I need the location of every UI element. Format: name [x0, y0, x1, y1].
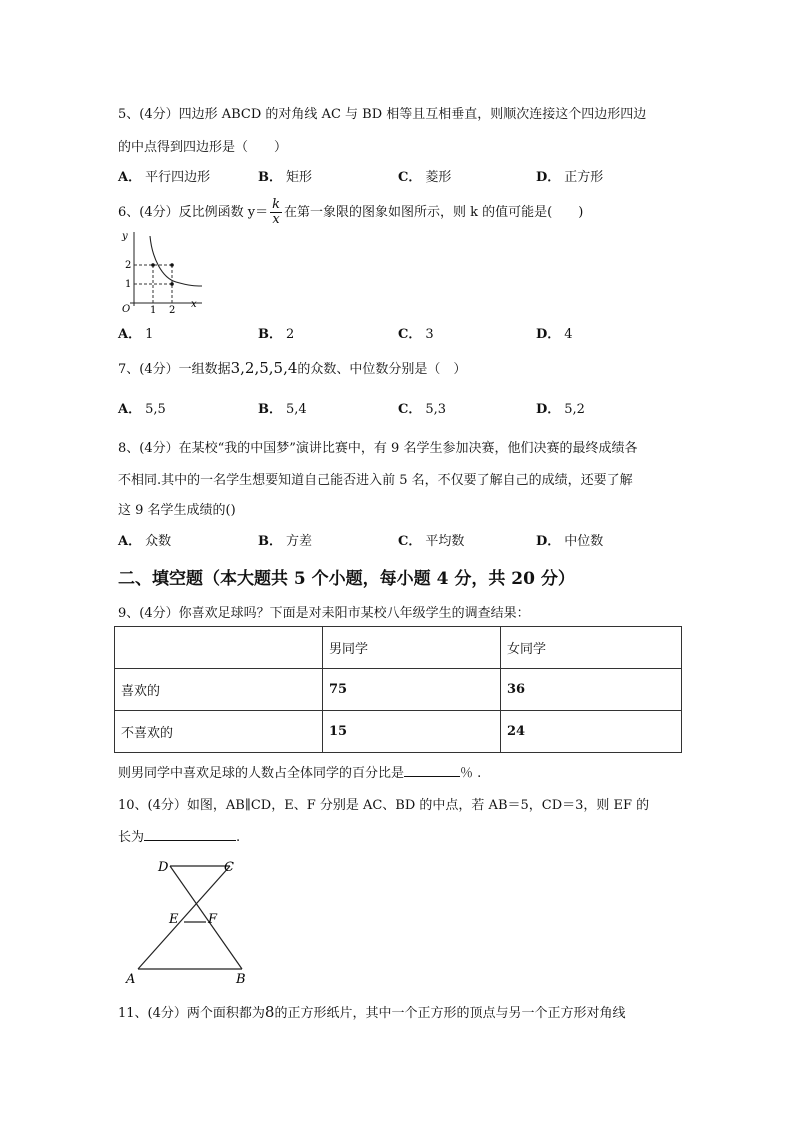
q5-line2: 的中点得到四边形是（ ） — [118, 140, 288, 155]
option-text: 平行四边形 — [145, 170, 211, 185]
q5-options — [118, 166, 678, 186]
option-key: A． — [118, 402, 142, 417]
q6-graph — [116, 228, 208, 314]
y-tick-1: 1 — [125, 279, 132, 290]
option-key: C． — [398, 534, 422, 549]
label-d: D — [158, 860, 169, 875]
option-text: 3 — [425, 327, 434, 342]
table-header-cell — [115, 627, 323, 669]
table-cell-girls: 36 — [501, 669, 682, 711]
x-axis-label: x — [191, 299, 197, 310]
q10-line1: 10、(4分）如图，AB∥CD，E、F 分别是 AC、BD 的中点，若 AB＝5，CD＝3，则 EF 的 — [118, 798, 650, 813]
fraction-denominator: x — [272, 212, 280, 227]
option-key: D． — [536, 327, 561, 342]
q10-line2 — [118, 826, 240, 845]
q8-option-b — [258, 530, 312, 549]
table-cell-boys: 15 — [323, 711, 501, 753]
option-key: B． — [258, 534, 282, 549]
option-key: B． — [258, 170, 282, 185]
option-key: C． — [398, 170, 422, 185]
point-2-1 — [170, 282, 174, 286]
q6-options — [118, 323, 678, 343]
q9-after — [118, 762, 481, 781]
fraction-numerator: k — [272, 197, 280, 212]
hyperbola-curve — [150, 236, 202, 286]
label-c: C — [224, 860, 234, 875]
option-key: B． — [258, 327, 282, 342]
option-key: D． — [536, 170, 561, 185]
q6-stem-pre: 6、(4分）反比例函数 y＝ — [118, 205, 269, 220]
q7-stem-pre: 7、(4分）一组数据 — [118, 362, 231, 377]
survey-table — [114, 626, 682, 753]
q7-option-c — [398, 398, 446, 417]
q10-line2-post: . — [236, 830, 241, 845]
q11-area-number: 8 — [264, 1003, 275, 1021]
option-text: 5,5 — [145, 402, 166, 417]
option-text: 众数 — [145, 534, 172, 549]
option-key: C． — [398, 327, 422, 342]
table-cell-label: 不喜欢的 — [115, 711, 323, 753]
option-key: D． — [536, 402, 561, 417]
point-2-2 — [170, 263, 174, 267]
q8-options — [118, 530, 678, 550]
option-text: 矩形 — [286, 170, 313, 185]
q6-option-a — [118, 323, 153, 342]
label-a: A — [126, 972, 136, 987]
q6-stem — [118, 198, 583, 227]
option-text: 5,4 — [286, 402, 307, 417]
option-text: 5,2 — [564, 402, 585, 417]
q5-option-d — [536, 166, 603, 185]
option-text: 菱形 — [425, 170, 452, 185]
q8-line2: 不相同.其中的一名学生想要知道自己能否进入前 5 名，不仅要了解自己的成绩，还要了解 — [118, 473, 633, 488]
q7-stem — [118, 358, 466, 377]
q6-option-c — [398, 323, 434, 342]
x-tick-1: 1 — [150, 305, 157, 314]
table-cell-boys: 75 — [323, 669, 501, 711]
segment-db — [170, 866, 242, 969]
q9-line1: 9、(4分）你喜欢足球吗？下面是对耒阳市某校八年级学生的调查结果： — [118, 606, 530, 621]
q8-line3: 这 9 名学生成绩的() — [118, 503, 236, 518]
q5-option-c — [398, 166, 451, 185]
q7-option-b — [258, 398, 307, 417]
table-header-row — [115, 627, 682, 669]
option-text: 2 — [286, 327, 295, 342]
q7-option-d — [536, 398, 585, 417]
q8-option-a — [118, 530, 171, 549]
q11-line1 — [118, 1002, 625, 1021]
point-1-2 — [151, 263, 155, 267]
answer-blank[interactable] — [144, 826, 236, 841]
answer-blank[interactable] — [404, 762, 460, 777]
q8-line1: 8、(4分）在某校“我的中国梦”演讲比赛中，有 9 名学生参加决赛，他们决赛的最终成绩各 — [118, 441, 638, 456]
q6-option-d — [536, 323, 573, 342]
option-key: A． — [118, 327, 142, 342]
q10-line2-pre: 长为 — [118, 830, 145, 845]
q7-option-a — [118, 398, 166, 417]
q10-figure — [118, 852, 268, 988]
label-f: F — [208, 912, 218, 927]
option-key: D． — [536, 534, 561, 549]
table-cell-girls: 24 — [501, 711, 682, 753]
table-cell-label: 喜欢的 — [115, 669, 323, 711]
y-tick-2: 2 — [125, 260, 132, 271]
y-axis-label: y — [122, 231, 128, 242]
table-row — [115, 711, 682, 753]
table-header-cell: 女同学 — [501, 627, 682, 669]
q8-option-d — [536, 530, 603, 549]
option-text: 方差 — [286, 534, 313, 549]
q6-stem-post: 在第一象限的图象如图所示，则 k 的值可能是( ) — [283, 205, 584, 220]
q7-data-set: 3,2,5,5,4 — [230, 359, 298, 377]
option-text: 5,3 — [425, 402, 447, 417]
q5-option-a — [118, 166, 210, 185]
option-text: 中位数 — [564, 534, 604, 549]
table-row — [115, 669, 682, 711]
label-e: E — [169, 912, 179, 927]
table-header-cell: 男同学 — [323, 627, 501, 669]
option-text: 4 — [564, 327, 573, 342]
q9-after-pre: 则男同学中喜欢足球的人数占全体同学的百分比是 — [118, 766, 405, 781]
x-tick-2: 2 — [169, 305, 176, 314]
q7-options — [118, 398, 678, 418]
fraction-k-over-x — [270, 198, 282, 227]
origin-label: O — [122, 304, 131, 314]
option-text: 1 — [145, 327, 154, 342]
option-text: 正方形 — [564, 170, 604, 185]
option-key: A． — [118, 170, 142, 185]
q9-after-post: ％ . — [460, 766, 482, 781]
option-text: 平均数 — [425, 534, 465, 549]
q8-option-c — [398, 530, 464, 549]
label-b: B — [236, 972, 246, 987]
q11-line1-post: 的正方形纸片，其中一个正方形的顶点与另一个正方形对角线 — [274, 1006, 626, 1021]
option-key: C． — [398, 402, 422, 417]
q6-option-b — [258, 323, 294, 342]
option-key: B． — [258, 402, 282, 417]
q5-line1: 5、(4分）四边形 ABCD 的对角线 AC 与 BD 相等且互相垂直，则顺次连接这个四边形四边 — [118, 107, 647, 122]
q7-stem-post: 的众数、中位数分别是（ ） — [297, 362, 467, 377]
section-heading: 二、填空题（本大题共 5 个小题，每小题 4 分，共 20 分） — [118, 569, 575, 589]
q5-option-b — [258, 166, 312, 185]
option-key: A． — [118, 534, 142, 549]
q11-line1-pre: 11、(4分）两个面积都为 — [118, 1006, 265, 1021]
